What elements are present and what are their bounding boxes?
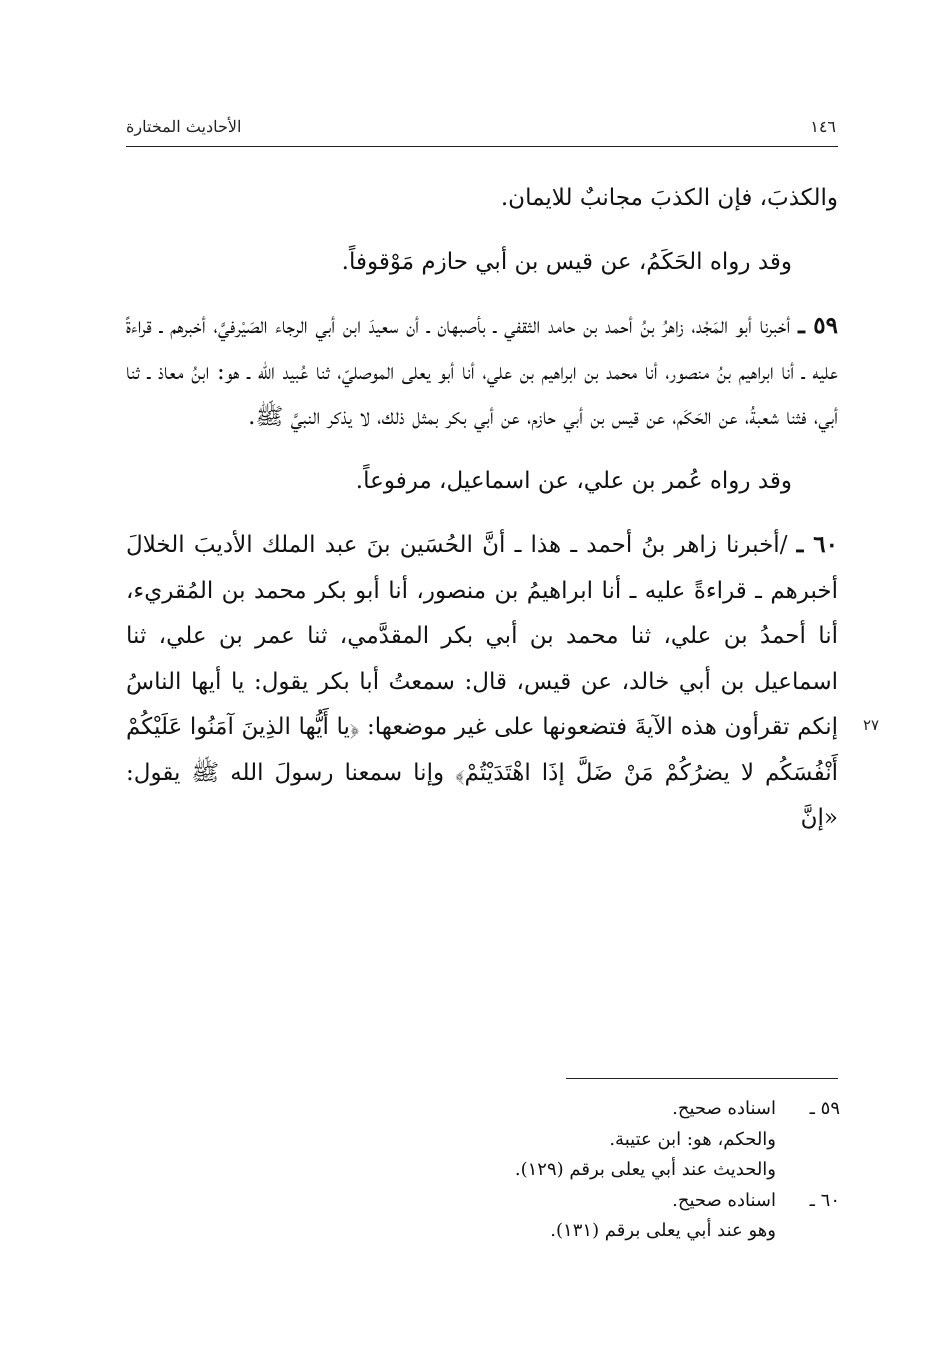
footnote-rule: [566, 1078, 838, 1079]
page-number: ١٤٦: [810, 117, 836, 136]
hadith-60: [126, 522, 838, 842]
footnote-59: [380, 1094, 840, 1125]
footnotes: [380, 1094, 840, 1247]
hadith-59: [126, 303, 838, 441]
footnote-60: [380, 1186, 840, 1217]
footnote-line: والحديث عند أبي يعلى برقم (١٢٩).: [514, 1159, 776, 1180]
footnote-text: اسناده صحيح.: [672, 1098, 776, 1119]
paragraph-1: والكذبَ، فإن الكذبَ مجانبٌ للايمان.: [500, 185, 838, 211]
paragraph-4: وقد رواه عُمر بن علي، عن اسماعيل، مرفوعاً.: [355, 467, 792, 494]
main-text: [126, 176, 838, 842]
hadith-59-text: أخبرنا أبو المَجْد، زاهرُ بنُ أحمد بن حامد الثقفي ـ بأصبهان ـ أن سعيدَ ابن أبي الرجاء الصَيْرفيَّ، أخبرهم ـ قراءةً عليه ـ أنا ابراهيم بنُ منصور، أنا محمد بن ابراهيم بن علي، أنا أبو يعلى الموصليّ، ثنا عُبيد الله ـ هو: ابنُ معاذ ـ ثنا أبي، فثنا شعبةُ، عن الحَكَم، عن قيس بن أبي حازم، عن أبي بكر بمثل ذلك، لا يذكر النبيَّ ﷺ.: [126, 313, 838, 430]
running-head: [126, 96, 836, 136]
margin-marker: ٢٧: [862, 716, 880, 734]
footnote-line: والحكم، هو: ابن عتيبة.: [609, 1128, 776, 1150]
footnote-line: وهو عند أبي يعلى برقم (١٣١).: [550, 1220, 776, 1241]
header-rule: [126, 146, 838, 147]
footnote-text: اسناده صحيح.: [672, 1189, 776, 1211]
hadith-number-59: ٥٩ ـ: [798, 312, 838, 339]
hadith-60-text: /أخبرنا زاهر بنُ أحمد ـ هذا ـ أنَّ الحُسَين بنَ عبد الملك الأديبَ الخلالَ أخبرهم ـ قراءةً عليه ـ أنا ابراهيمُ بن منصور، أنا أبو بكر محمد بن المُقريء، أنا أحمدُ بن علي، ثنا محمد بن أبي بكر المقدَّمي، ثنا عمر بن علي، ثنا اسماعيل بن أبي خالد، عن قيس، قال: سمعتُ أبا بكر يقول: يا أيها الناسُ إنكم تقرأون هذه الآيةَ فتضعونها على غير موضعها: ﴿يا أَيُّها الذِينَ آمَنُوا عَلَيْكُمْ أَنْفُسَكُم لا يضرُكُمْ مَنْ ضَلَّ إذَا اهْتَدَيْتُمْ﴾ وإنا سمعنا رسولَ الله ﷺ يقول: «إنَّ: [126, 532, 838, 831]
paragraph-2: وقد رواه الحَكَمُ، عن قيس بن أبي حازم مَوْقوفاً.: [341, 248, 792, 275]
book-title: الأحاديث المختارة: [126, 117, 242, 136]
footnote-number: ٦٠ ـ: [809, 1189, 840, 1211]
hadith-number-60: ٦٠ ـ: [796, 531, 839, 558]
footnote-number: ٥٩ ـ: [809, 1098, 840, 1119]
